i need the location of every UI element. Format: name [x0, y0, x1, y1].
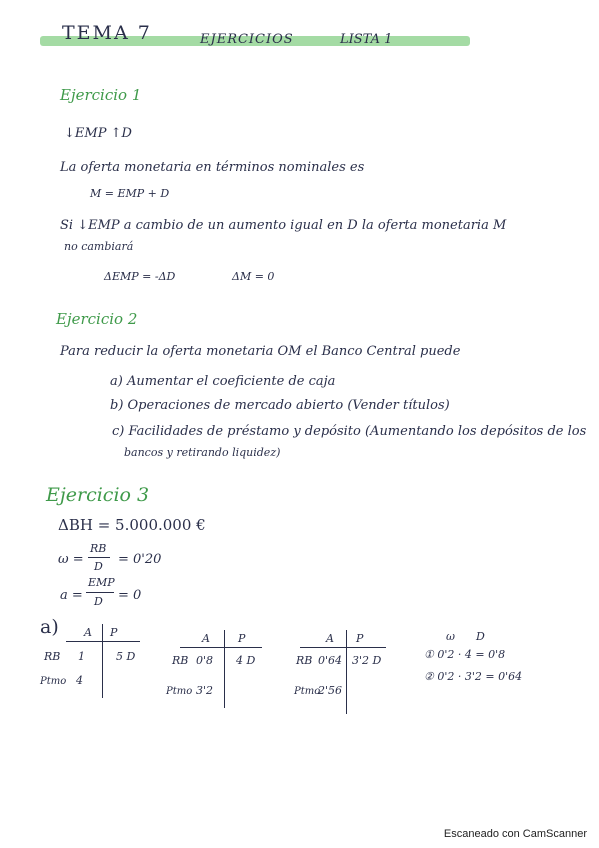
ej1-line3: M = EMP + D — [90, 187, 170, 200]
t3-top-line — [300, 647, 386, 648]
ej3-l2-den: D — [94, 560, 103, 573]
t1-center-line — [102, 624, 103, 698]
ej3-part-a: a) — [40, 616, 59, 638]
side-calc-1: ① 0'2 · 4 = 0'8 — [424, 648, 506, 661]
ej3-l2-num: RB — [90, 542, 107, 555]
ej2-c2: bancos y retirando liquidez) — [124, 446, 281, 459]
t2-top-line — [180, 647, 262, 648]
t3-header-p: P — [356, 632, 364, 645]
ej1-line1: ↓EMP ↑D — [64, 126, 132, 141]
t2-rb-liabilities: 4 D — [236, 654, 256, 667]
ej3-l2-rhs: = 0'20 — [118, 552, 162, 567]
t3-center-line — [346, 630, 347, 714]
t2-rb-label: RB — [172, 654, 189, 667]
ej3-l3-den: D — [94, 595, 103, 608]
side-header-w: ω — [446, 630, 455, 643]
ej3-l3-lhs: a = — [60, 588, 83, 603]
t2-center-line — [224, 630, 225, 708]
t2-ptmo-assets: 3'2 — [196, 684, 214, 697]
t1-rb-liabilities: 5 D — [116, 650, 136, 663]
ej3-l3-rhs: = 0 — [118, 588, 142, 603]
ej3-l2-fraction-bar — [88, 557, 110, 558]
ej2-heading: Ejercicio 2 — [56, 310, 138, 328]
title-lista: LISTA 1 — [340, 32, 393, 47]
ej1-line4: Si ↓EMP a cambio de un aumento igual en D la oferta monetaria M — [60, 218, 507, 233]
t1-header-a: A — [84, 626, 92, 639]
ej2-c1: c) Facilidades de préstamo y depósito (Aumentando los depósitos de los — [112, 424, 587, 439]
t1-header-p: P — [110, 626, 118, 639]
t3-ptmo-label: Ptmo — [294, 686, 321, 697]
t2-header-p: P — [238, 632, 246, 645]
side-header-d: D — [476, 630, 485, 643]
ej3-l3-fraction-bar — [86, 592, 114, 593]
t1-rb-assets: 1 — [78, 650, 85, 663]
side-calc-2: ② 0'2 · 3'2 = 0'64 — [424, 670, 523, 683]
ej3-l2-lhs: ω = — [58, 552, 84, 567]
t2-ptmo-label: Ptmo — [166, 686, 193, 697]
t3-rb-label: RB — [296, 654, 313, 667]
ej1-heading: Ejercicio 1 — [60, 86, 142, 104]
ej1-eq1: ΔEMP = -ΔD — [104, 270, 176, 283]
ej1-eq2: ΔM = 0 — [232, 270, 275, 283]
ej3-l1: ΔBH = 5.000.000 € — [58, 516, 206, 534]
t3-rb-assets: 0'64 — [318, 654, 343, 667]
title-ejercicios: EJERCICIOS — [200, 32, 294, 47]
t1-rb-label: RB — [44, 650, 61, 663]
t1-ptmo-label: Ptmo — [40, 676, 67, 687]
ej3-l3-num: EMP — [88, 576, 115, 589]
ej2-b: b) Operaciones de mercado abierto (Vender títulos) — [110, 398, 450, 413]
title-tema: TEMA 7 — [62, 22, 152, 44]
t3-rb-liabilities: 3'2 D — [352, 654, 382, 667]
t2-rb-assets: 0'8 — [196, 654, 214, 667]
t1-top-line — [66, 641, 140, 642]
ej3-heading: Ejercicio 3 — [46, 484, 150, 506]
t2-header-a: A — [202, 632, 210, 645]
t3-header-a: A — [326, 632, 334, 645]
ej1-line5: no cambiará — [64, 240, 134, 253]
ej2-intro: Para reducir la oferta monetaria OM el Banco Central puede — [60, 344, 461, 359]
t1-ptmo-assets: 4 — [76, 674, 83, 687]
ej2-a: a) Aumentar el coeficiente de caja — [110, 374, 336, 389]
ej1-line2: La oferta monetaria en términos nominales es — [60, 160, 365, 175]
scanner-watermark: Escaneado con CamScanner — [443, 828, 587, 840]
t3-ptmo-assets: 2'56 — [318, 684, 343, 697]
